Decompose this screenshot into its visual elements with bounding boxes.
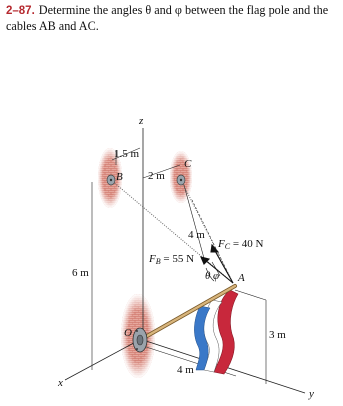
mount-C [177,175,185,185]
y-axis-label: y [309,388,314,400]
z-axis-label: z [139,115,144,127]
problem-text: Determine the angles θ and φ between the flag pole and the cables AB and AC. [6,3,329,33]
force-FB-label: FB = 55 N [149,253,195,266]
point-C-label: C [184,158,192,170]
problem-number: 2–87. [6,5,35,17]
dimension-4m-bottom: 4 m [177,364,194,376]
flag [194,290,238,374]
force-FC-label: FC = 40 N [218,238,264,251]
dimension-6m: 6 m [72,267,89,279]
phi-label: φ [213,270,220,282]
theta-label: θ [205,270,211,282]
dimension-2m: 2 m [148,170,165,182]
point-O-label: O [124,327,132,339]
x-axis-label: x [58,377,63,389]
dimension-3m: 3 m [269,329,286,341]
point-A-label: A [238,272,245,284]
dimension-1-5m: 1.5 m [114,148,140,160]
base-plate-O [133,328,147,352]
point-B-label: B [116,171,123,183]
mount-B [107,175,115,185]
dimension-4m-top: 4 m [188,229,205,241]
